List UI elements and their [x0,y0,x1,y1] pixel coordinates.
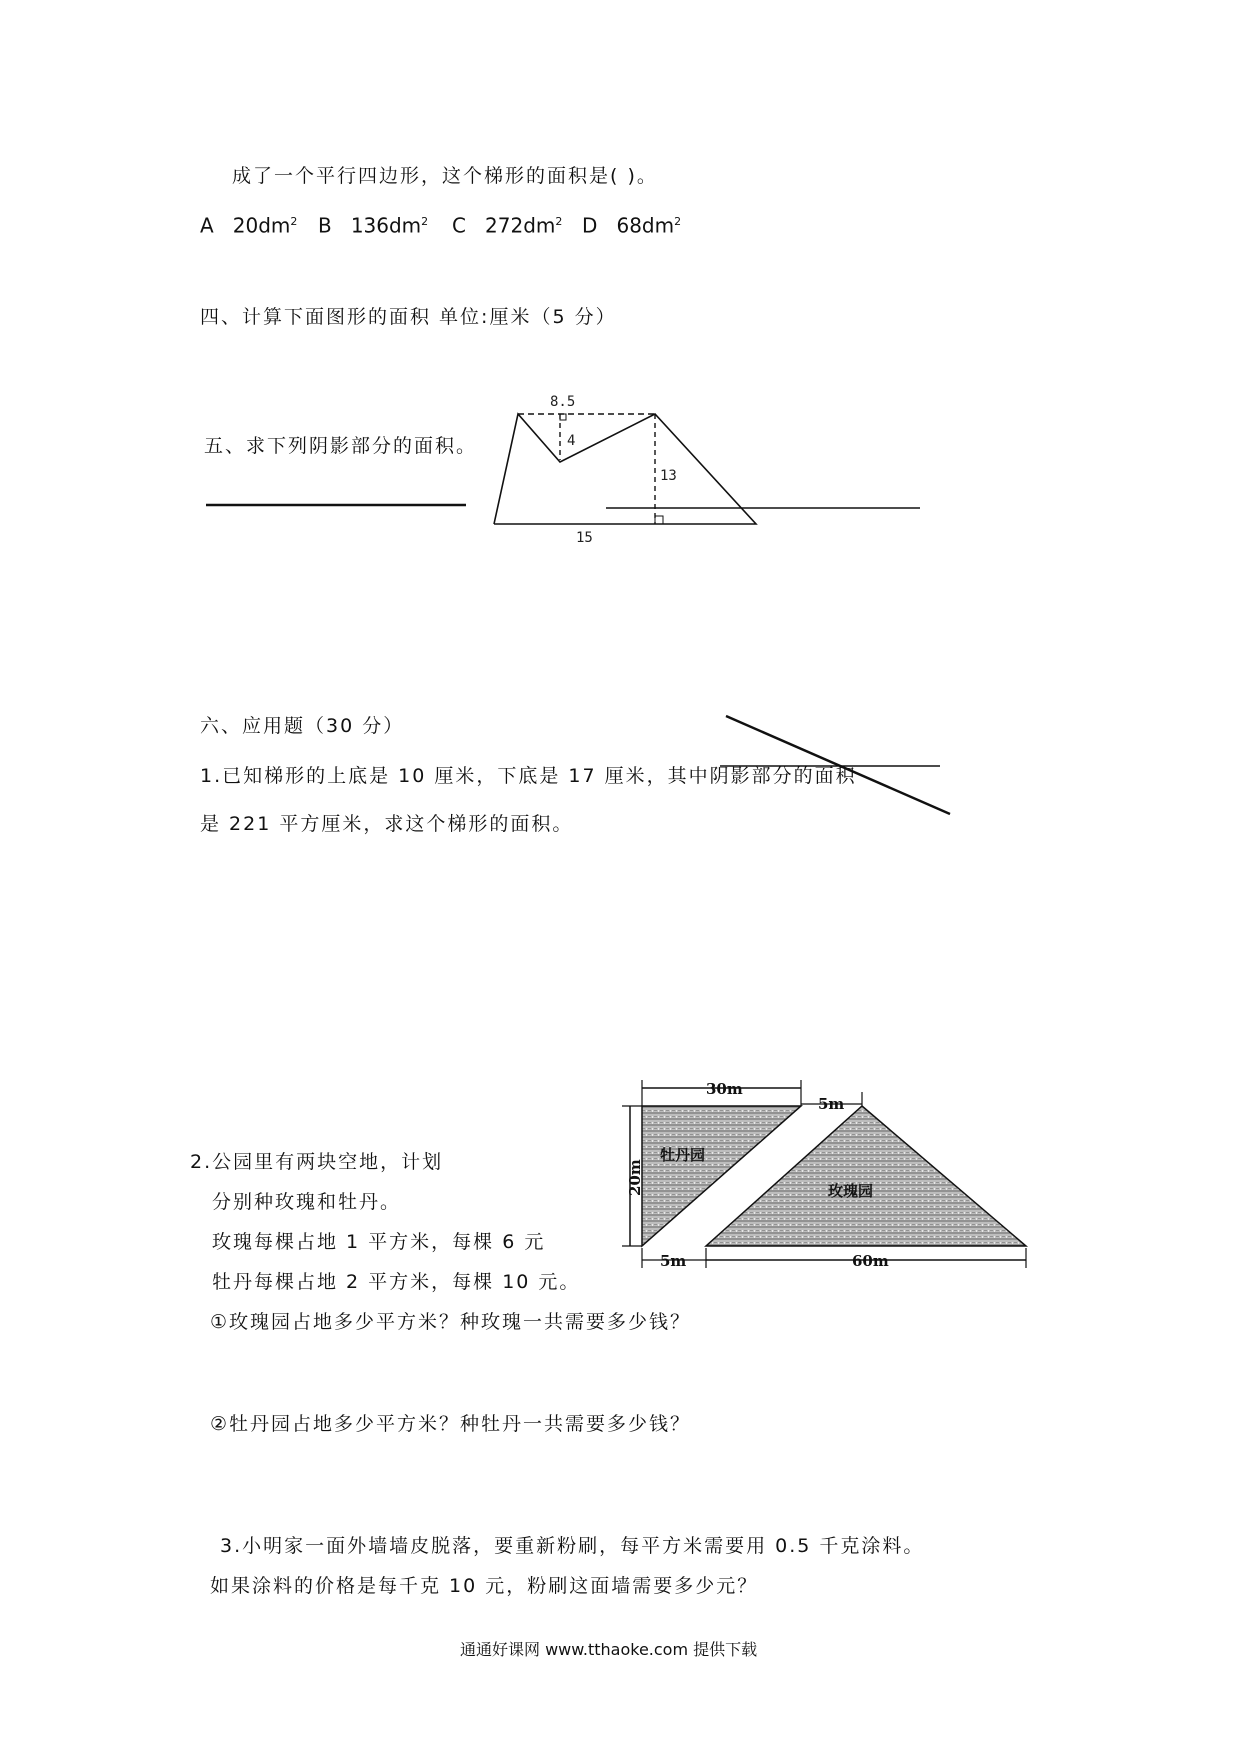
question-continuation: 成了一个平行四边形，这个梯形的面积是( )。 [232,165,658,187]
option-value: 68dm [616,213,675,238]
section-6-heading: 六、应用题（30 分） [200,715,405,737]
label-height: 20m [626,1159,644,1196]
option-letter: B [318,213,332,238]
label-bottom-length: 60m [852,1252,889,1270]
label-top-gap: 5m [818,1095,845,1113]
problem-3-line-2: 如果涂料的价格是每千克 10 元，粉刷这面墙需要多少元？ [210,1575,759,1597]
label-inner: 4 [567,433,576,449]
option-sup: 2 [290,215,298,228]
section-4-heading: 四、计算下面图形的面积 单位:厘米（5 分） [200,306,617,328]
problem-2-question-2: ②牡丹园占地多少平方米？种牡丹一共需要多少钱？ [210,1413,692,1435]
problem-1-line-2: 是 221 平方厘米，求这个梯形的面积。 [200,813,574,835]
option-letter: D [582,213,598,238]
option-sup: 2 [674,215,682,228]
problem-2-question-1: ①玫瑰园占地多少平方米？种玫瑰一共需要多少钱？ [210,1311,692,1333]
problem-2-line-3: 玫瑰每棵占地 1 平方米，每棵 6 元 [212,1231,546,1253]
problem-2-line-2: 分别种玫瑰和牡丹。 [212,1191,402,1213]
option-sup: 2 [555,215,563,228]
option-value: 272dm [485,213,556,238]
option-sup: 2 [421,215,429,228]
option-letter: A [200,213,214,238]
label-top: 8.5 [550,394,576,410]
label-bottom: 15 [576,530,593,546]
label-bottom-gap: 5m [660,1252,687,1270]
option-letter: C [452,213,466,238]
option-value: 20dm [232,213,291,238]
problem-1-line-1: 1.已知梯形的上底是 10 厘米，下底是 17 厘米，其中阴影部分的面积 [200,765,857,787]
problem-2-line-1: 2.公园里有两块空地，计划 [190,1151,444,1173]
problem-3-line-1: 3.小明家一面外墙墙皮脱落，要重新粉刷，每平方米需要用 0.5 千克涂料。 [220,1535,925,1557]
label-rose-garden: 玫瑰园 [828,1182,874,1200]
problem-2-line-4: 牡丹每棵占地 2 平方米，每棵 10 元。 [212,1271,581,1293]
option-value: 136dm [350,213,422,238]
label-peony-garden: 牡丹园 [660,1146,706,1164]
page-footer: 通通好课网 www.tthaoke.com 提供下载 [460,1640,758,1659]
label-top-length: 30m [706,1080,743,1098]
section-5-heading: 五、求下列阴影部分的面积。 [204,435,478,457]
label-height: 13 [660,468,677,484]
